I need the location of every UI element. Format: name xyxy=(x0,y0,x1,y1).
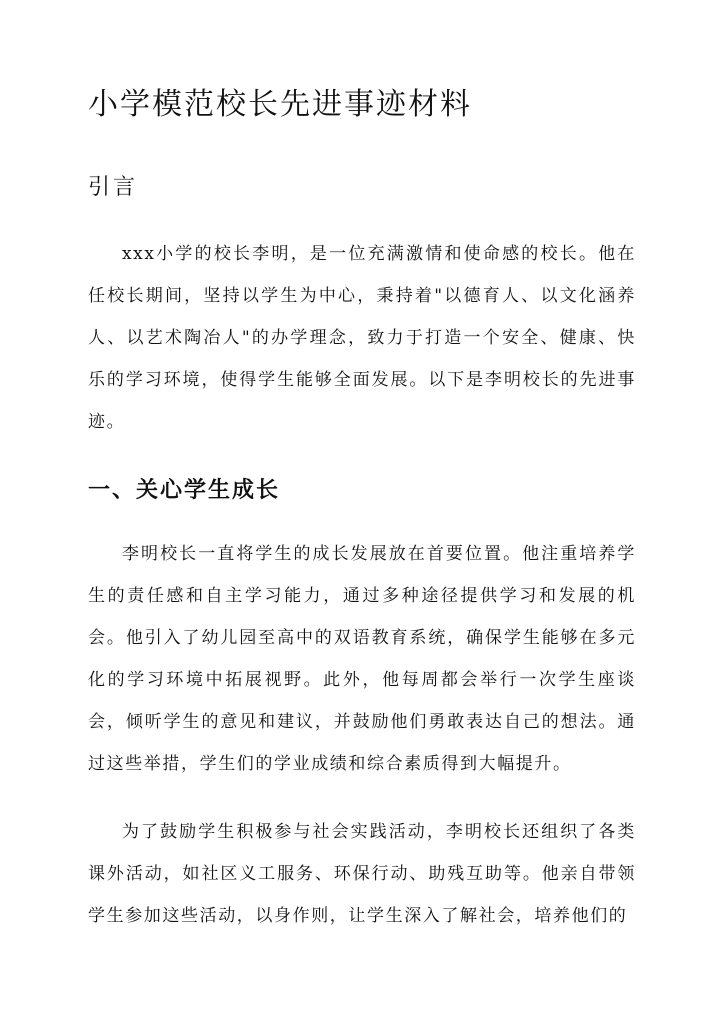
section-heading-introduction: 引言 xyxy=(88,175,139,200)
paragraph-care-for-students-1: 李明校长一直将学生的成长发展放在首要位置。他注重培养学生的责任感和自主学习能力，通过多种途径提供学习和发展的机会。他引入了幼儿园至高中的双语教育系统，确保学生能够在多元化的学习环境中拓展视野。此外，他每周都会举行一次学生座谈会，倾听学生的意见和建议，并鼓励他们勇敢表达自己的想法。通过这些举措，学生们的学业成绩和综合素质得到大幅提升。 xyxy=(88,544,636,774)
paragraph-care-for-students-2: 为了鼓励学生积极参与社会实践活动，李明校长还组织了各类课外活动，如社区义工服务、环保行动、助残互助等。他亲自带领学生参加这些活动，以身作则，让学生深入了解社会，培养他们的 xyxy=(88,822,636,926)
paragraph-introduction: xxx小学的校长李明，是一位充满激情和使命感的校长。他在任校长期间，坚持以学生为中心，秉持着"以德育人、以文化涵养人、以艺术陶冶人"的办学理念，致力于打造一个安全、健康、快乐的学习环境，使得学生能够全面发展。以下是李明校长的先进事迹。 xyxy=(88,244,636,432)
section-heading-care-for-students: 一、关心学生成长 xyxy=(88,477,281,503)
document-title: 小学模范校长先进事迹材料 xyxy=(88,87,472,122)
